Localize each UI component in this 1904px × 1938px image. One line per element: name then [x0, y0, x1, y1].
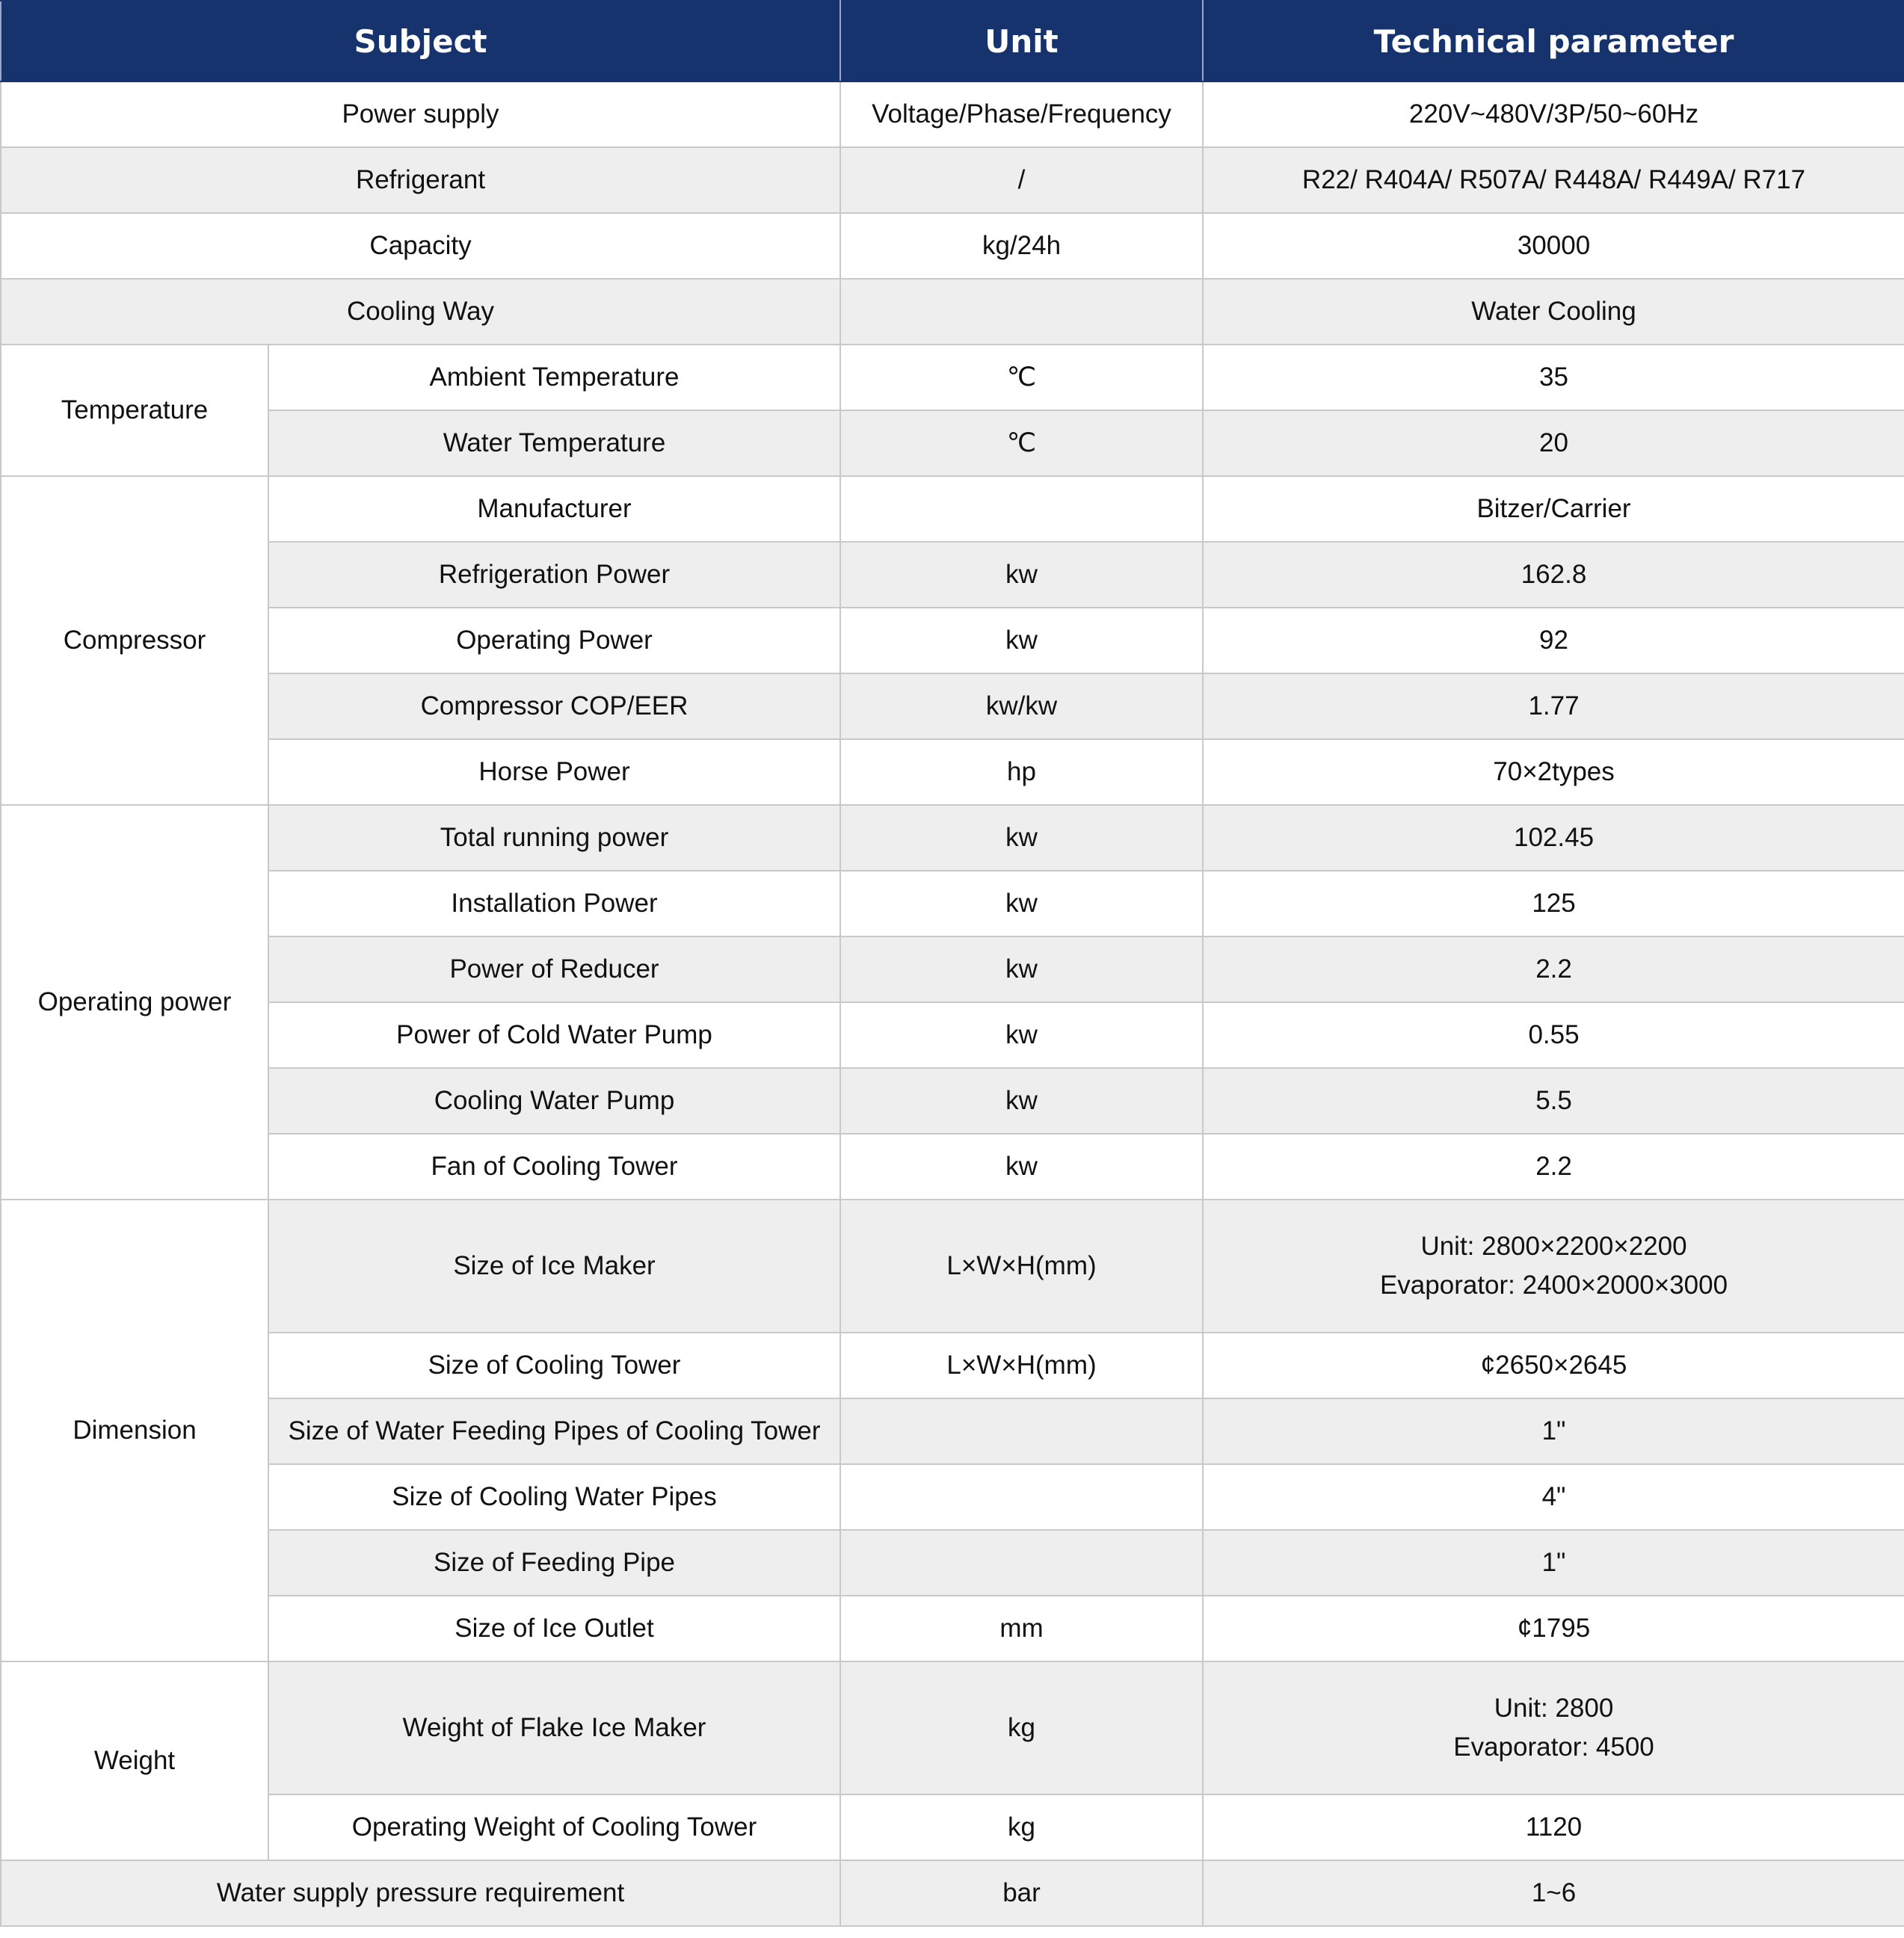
row-label: Water supply pressure requirement — [1, 1860, 840, 1926]
group-label-operating-power: Operating power — [1, 805, 268, 1200]
table-row — [1, 1661, 1904, 1794]
table-row — [1, 871, 1904, 936]
row-unit: kw — [840, 608, 1203, 673]
row-value: 1~6 — [1203, 1860, 1904, 1926]
row-label: Size of Feeding Pipe — [268, 1530, 840, 1596]
row-label: Size of Ice Outlet — [268, 1596, 840, 1661]
row-value: 30000 — [1203, 213, 1904, 279]
table-row — [1, 1068, 1904, 1134]
row-unit — [840, 279, 1203, 345]
row-unit: kg — [840, 1794, 1203, 1860]
row-value: 162.8 — [1203, 542, 1904, 608]
row-unit: kw — [840, 542, 1203, 608]
row-unit: kg/24h — [840, 213, 1203, 279]
row-value — [1203, 1661, 1904, 1794]
table-row — [1, 279, 1904, 345]
row-label: Size of Cooling Water Pipes — [268, 1464, 840, 1530]
row-label: Operating Power — [268, 608, 840, 673]
row-unit: L×W×H(mm) — [840, 1200, 1203, 1333]
table-row — [1, 81, 1904, 147]
row-label: Power of Cold Water Pump — [268, 1002, 840, 1068]
row-unit: kw/kw — [840, 673, 1203, 739]
row-label: Size of Water Feeding Pipes of Cooling Tower — [268, 1398, 840, 1464]
row-label: Capacity — [1, 213, 840, 279]
row-value: 4" — [1203, 1464, 1904, 1530]
row-label: Compressor COP/EER — [268, 673, 840, 739]
row-label: Weight of Flake Ice Maker — [268, 1661, 840, 1794]
row-value: 2.2 — [1203, 1134, 1904, 1200]
table-row — [1, 608, 1904, 673]
row-unit: kw — [840, 871, 1203, 936]
row-label: Size of Cooling Tower — [268, 1333, 840, 1398]
header-subject: Subject — [1, 1, 840, 81]
row-value: 20 — [1203, 410, 1904, 476]
row-value: 70×2types — [1203, 739, 1904, 805]
row-value: 125 — [1203, 871, 1904, 936]
table-row — [1, 936, 1904, 1002]
header-technical-parameter: Technical parameter — [1203, 1, 1904, 81]
value-line: Unit: 2800 — [1494, 1694, 1614, 1723]
row-label: Power of Reducer — [268, 936, 840, 1002]
table-row — [1, 1134, 1904, 1200]
row-label: Refrigerant — [1, 147, 840, 213]
row-value: 220V~480V/3P/50~60Hz — [1203, 81, 1904, 147]
row-unit: L×W×H(mm) — [840, 1333, 1203, 1398]
row-unit: kw — [840, 805, 1203, 871]
row-unit: / — [840, 147, 1203, 213]
group-label-weight: Weight — [1, 1661, 268, 1860]
header-row — [1, 1, 1904, 81]
table-row — [1, 1794, 1904, 1860]
row-value: 2.2 — [1203, 936, 1904, 1002]
row-value: 5.5 — [1203, 1068, 1904, 1134]
row-value: 35 — [1203, 345, 1904, 410]
row-label: Refrigeration Power — [268, 542, 840, 608]
value-line: Evaporator: 4500 — [1453, 1732, 1654, 1762]
row-unit: kw — [840, 1002, 1203, 1068]
row-unit: mm — [840, 1596, 1203, 1661]
row-value: Bitzer/Carrier — [1203, 476, 1904, 542]
row-unit — [840, 1464, 1203, 1530]
row-value: ¢1795 — [1203, 1596, 1904, 1661]
row-unit: kg — [840, 1661, 1203, 1794]
row-value: 1.77 — [1203, 673, 1904, 739]
table-row — [1, 1860, 1904, 1926]
value-line: Evaporator: 2400×2000×3000 — [1379, 1271, 1728, 1300]
table-row — [1, 739, 1904, 805]
table-row — [1, 673, 1904, 739]
row-unit: ℃ — [840, 345, 1203, 410]
row-label: Ambient Temperature — [268, 345, 840, 410]
row-unit: hp — [840, 739, 1203, 805]
row-unit: ℃ — [840, 410, 1203, 476]
row-unit: Voltage/Phase/Frequency — [840, 81, 1203, 147]
group-label-compressor: Compressor — [1, 476, 268, 805]
row-value: 0.55 — [1203, 1002, 1904, 1068]
table-row — [1, 1530, 1904, 1596]
table-row — [1, 476, 1904, 542]
table-row — [1, 1596, 1904, 1661]
row-label: Cooling Water Pump — [268, 1068, 840, 1134]
row-label: Manufacturer — [268, 476, 840, 542]
table-row — [1, 805, 1904, 871]
row-value: 1120 — [1203, 1794, 1904, 1860]
row-unit: kw — [840, 1068, 1203, 1134]
row-label: Power supply — [1, 81, 840, 147]
table-row — [1, 345, 1904, 410]
group-label-dimension: Dimension — [1, 1200, 268, 1661]
row-label: Size of Ice Maker — [268, 1200, 840, 1333]
row-label: Operating Weight of Cooling Tower — [268, 1794, 840, 1860]
row-value: Water Cooling — [1203, 279, 1904, 345]
table-row — [1, 542, 1904, 608]
row-value: 1" — [1203, 1530, 1904, 1596]
header-unit: Unit — [840, 1, 1203, 81]
table-row — [1, 1002, 1904, 1068]
row-unit: bar — [840, 1860, 1203, 1926]
row-unit: kw — [840, 936, 1203, 1002]
table-row — [1, 1398, 1904, 1464]
row-value: R22/ R404A/ R507A/ R448A/ R449A/ R717 — [1203, 147, 1904, 213]
value-line: Unit: 2800×2200×2200 — [1420, 1232, 1687, 1261]
row-label: Total running power — [268, 805, 840, 871]
row-unit — [840, 476, 1203, 542]
row-value: 92 — [1203, 608, 1904, 673]
row-label: Cooling Way — [1, 279, 840, 345]
row-value: ¢2650×2645 — [1203, 1333, 1904, 1398]
row-value: 102.45 — [1203, 805, 1904, 871]
row-label: Horse Power — [268, 739, 840, 805]
row-value — [1203, 1200, 1904, 1333]
row-label: Fan of Cooling Tower — [268, 1134, 840, 1200]
table-row — [1, 1200, 1904, 1333]
row-label: Installation Power — [268, 871, 840, 936]
row-label: Water Temperature — [268, 410, 840, 476]
table-row — [1, 410, 1904, 476]
table-row — [1, 1333, 1904, 1398]
table-row — [1, 1464, 1904, 1530]
row-unit — [840, 1530, 1203, 1596]
row-value: 1" — [1203, 1398, 1904, 1464]
table-row — [1, 213, 1904, 279]
group-label-temperature: Temperature — [1, 345, 268, 476]
row-unit — [840, 1398, 1203, 1464]
table-row — [1, 147, 1904, 213]
row-unit: kw — [840, 1134, 1203, 1200]
